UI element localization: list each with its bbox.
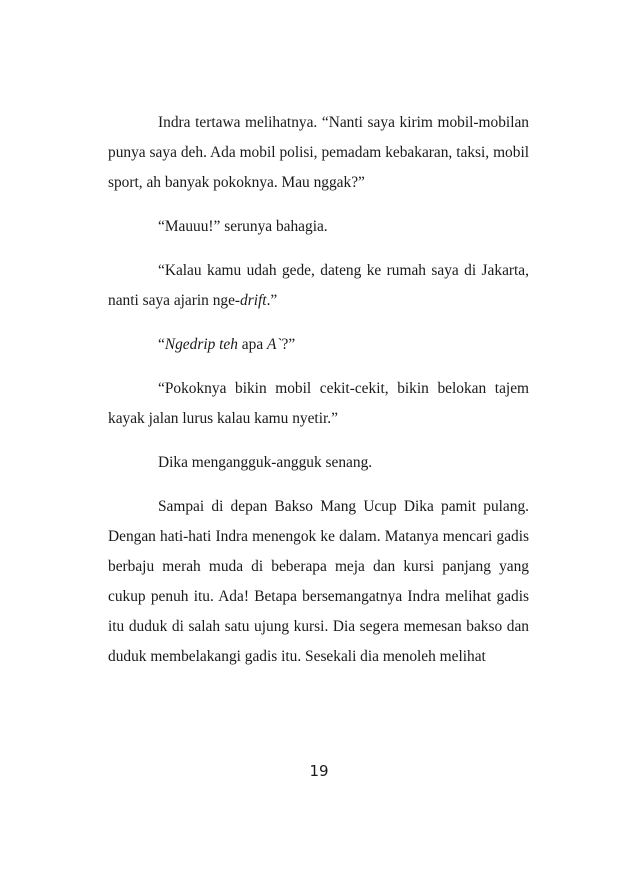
paragraph-3-text: “Kalau kamu udah gede, dateng ke rumah saya di Jakarta, nanti saya ajarin nge- — [108, 262, 529, 309]
paragraph-4-italic-ngedrip: Ngedrip teh — [164, 336, 238, 353]
paragraph-5 — [108, 374, 529, 434]
paragraph-6-text: Dika mengangguk-angguk senang. — [158, 454, 373, 471]
paragraph-4 — [108, 330, 529, 360]
paragraph-7 — [108, 492, 529, 672]
paragraph-1 — [108, 108, 529, 198]
paragraph-3 — [108, 256, 529, 316]
paragraph-1-text: Indra tertawa melihatnya. “Nanti saya kirim mobil-mobilan punya saya deh. Ada mobil polisi, pemadam kebakaran, taksi, mobil sport, ah banyak pokoknya. Mau nggak?” — [108, 114, 529, 191]
paragraph-7-text: Sampai di depan Bakso Mang Ucup Dika pamit pulang. Dengan hati-hati Indra menengok ke dalam. Matanya mencari gadis berbaju merah muda di beberapa meja dan kursi panjang yang cukup penuh itu. Ada! Betapa bersemangatnya Indra melihat gadis itu duduk di salah satu ujung kursi. Dia segera memesan bakso dan duduk membelakangi gadis itu. Sesekali dia menoleh melihat — [108, 498, 529, 665]
paragraph-4-italic-a: A` — [267, 336, 282, 353]
paragraph-2 — [108, 212, 529, 242]
paragraph-5-text: “Pokoknya bikin mobil cekit-cekit, bikin belokan tajem kayak jalan lurus kalau kamu nyetir.” — [108, 380, 529, 427]
paragraph-4-text-end: ?” — [281, 336, 296, 353]
page-number: 19 — [309, 762, 329, 780]
paragraph-3-text-end: .” — [266, 292, 278, 309]
paragraph-4-text: apa — [237, 336, 268, 353]
paragraph-3-italic-drift: drift — [240, 292, 267, 309]
paragraph-2-text: “Mauuu!” serunya bahagia. — [158, 218, 328, 235]
paragraph-4-open-quote: “ — [158, 336, 165, 353]
paragraph-6 — [108, 448, 529, 478]
page-body — [108, 108, 529, 672]
